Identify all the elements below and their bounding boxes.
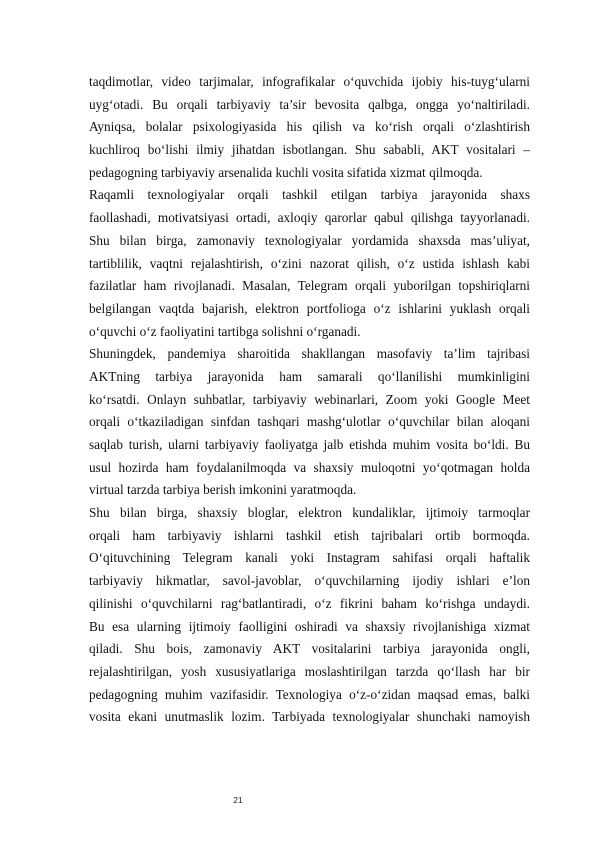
text-line: saqlab turish, ularni tarbiyaviy faoliyatga jalb etishda muhim vosita bo‘ldi. Bu bbox=[89, 437, 530, 452]
text-line: orqali o‘tkaziladigan sinfdan tashqari mashg‘ulotlar o‘quvchilar bilan aloqani bbox=[89, 414, 530, 430]
text-line: Ayniqsa, bolalar psixologiyasida his qilish va ko‘rish orqali o‘zlashtirish bbox=[89, 119, 530, 135]
text-line: Shuningdek, pandemiya sharoitida shakllangan masofaviy ta’lim tajribasi bbox=[89, 346, 530, 362]
text-line: orqali ham tarbiyaviy ishlarni tashkil etish tajribalari ortib bormoqda. bbox=[89, 527, 530, 543]
text-line: pedagogning muhim vazifasidir. Texnologiya o‘z-o‘zidan maqsad emas, balki bbox=[89, 686, 530, 702]
text-line: faollashadi, motivatsiyasi ortadi, axloqiy qarorlar qabul qilishga tayyorlanadi. bbox=[89, 210, 530, 226]
page-number: 21 bbox=[233, 795, 243, 805]
text-line: kuchliroq bo‘lishi ilmiy jihatdan isbotlangan. Shu sababli, AKT vositalari – bbox=[89, 142, 530, 158]
text-line: vosita ekani unutmaslik lozim. Tarbiyada texnologiyalar shunchaki namoyish bbox=[89, 709, 530, 725]
text-line: o‘quvchi o‘z faoliyatini tartibga solishni o‘rganadi. bbox=[89, 323, 361, 339]
text-line: O‘qituvchining Telegram kanali yoki Instagram sahifasi orqali haftalik bbox=[89, 550, 530, 566]
text-line: pedagogning tarbiyaviy arsenalida kuchli vosita sifatida xizmat qilmoqda. bbox=[89, 164, 483, 180]
text-line: qiladi. Shu bois, zamonaviy AKT vositalarini tarbiya jarayonida ongli, bbox=[89, 641, 530, 657]
text-line: usul hozirda ham foydalanilmoqda va shaxsiy muloqotni yo‘qotmagan holda bbox=[89, 459, 530, 475]
text-line: ko‘rsatdi. Onlayn suhbatlar, tarbiyaviy webinarlari, Zoom yoki Google Meet bbox=[89, 391, 530, 407]
text-line: fazilatlar ham rivojlanadi. Masalan, Telegram orqali yuborilgan topshiriqlarni bbox=[89, 278, 530, 294]
text-line: Shu bilan birga, zamonaviy texnologiyalar yordamida shaxsda mas’uliyat, bbox=[89, 232, 530, 248]
text-line: uyg‘otadi. Bu orqali tarbiyaviy ta’sir bevosita qalbga, ongga yo‘naltiriladi. bbox=[89, 96, 530, 112]
text-line: rejalashtirilgan, yosh xususiyatlariga moslashtirilgan tarzda qo‘llash har bir bbox=[89, 663, 530, 679]
text-line: taqdimotlar, video tarjimalar, infografikalar o‘quvchida ijobiy his-tuyg‘ularni bbox=[89, 74, 530, 89]
text-line: Shu bilan birga, shaxsiy bloglar, elektron kundaliklar, ijtimoiy tarmoqlar bbox=[89, 505, 530, 521]
text-line: AKTning tarbiya jarayonida ham samarali qo‘llanilishi mumkinligini bbox=[89, 368, 530, 384]
text-line: tarbiyaviy hikmatlar, savol-javoblar, o‘quvchilarning ijodiy ishlari e’lon bbox=[89, 573, 530, 589]
text-line: qilinishi o‘quvchilarni rag‘batlantiradi, o‘z fikrini baham ko‘rishga undaydi. bbox=[89, 595, 530, 611]
text-line: Bu esa ularning ijtimoiy faolligini oshiradi va shaxsiy rivojlanishiga xizmat bbox=[89, 618, 530, 634]
body-text bbox=[89, 71, 530, 729]
text-line: Raqamli texnologiyalar orqali tashkil etilgan tarbiya jarayonida shaxs bbox=[89, 187, 530, 203]
text-line: tartiblilik, vaqtni rejalashtirish, o‘zini nazorat qilish, o‘z ustida ishlash kabi bbox=[89, 255, 530, 271]
text-line: virtual tarzda tarbiya berish imkonini yaratmoqda. bbox=[89, 482, 357, 498]
text-line: belgilangan vaqtda bajarish, elektron portfolioga o‘z ishlarini yuklash orqali bbox=[89, 300, 530, 316]
